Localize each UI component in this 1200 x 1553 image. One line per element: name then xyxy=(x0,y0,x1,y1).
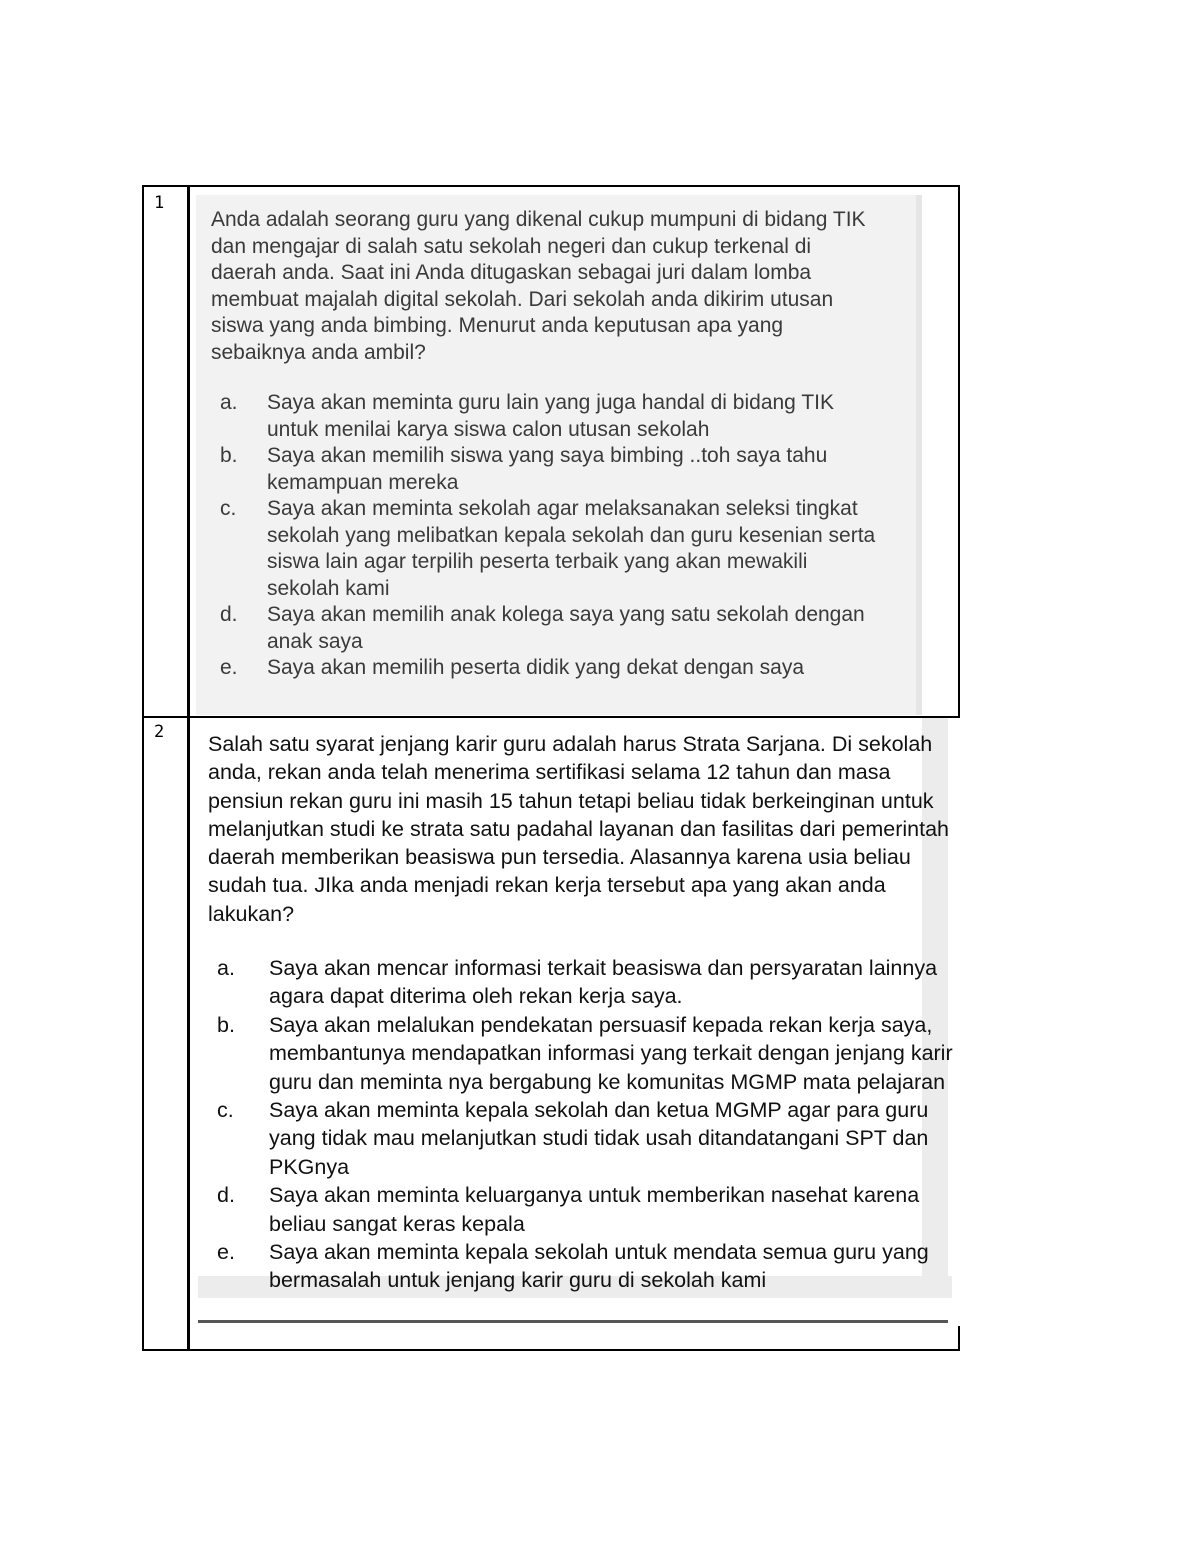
option-text: Saya akan meminta sekolah agar melaksanakan seleksi tingkat sekolah yang melibatkan kepala sekolah dan guru kesenian serta siswa lain agar terpilih peserta terbaik yang akan mewakili sekolah kami xyxy=(267,497,876,600)
answer-option-d xyxy=(217,1181,957,1238)
answer-option-b xyxy=(217,1011,957,1096)
question-number: 1 xyxy=(154,193,165,213)
question-stem: Salah satu syarat jenjang karir guru adalah harus Strata Sarjana. Di sekolah anda, rekan anda telah menerima sertifikasi selama 12 tahun dan masa pensiun rekan guru ini masih 15 tahun tetapi beliau tidak berkeinginan untuk melanjutkan studi ke strata satu padahal layanan dan fasilitas dari pemerintah daerah memberikan beasiswa pun tersedia. Alasannya karena usia beliau sudah tua. JIka anda menjadi rekan kerja tersebut apa yang akan anda lakukan? xyxy=(208,732,950,926)
option-letter: b. xyxy=(217,1012,235,1037)
question-1-image xyxy=(196,195,922,715)
question-2-image xyxy=(196,718,960,1326)
option-letter: d. xyxy=(217,1183,235,1208)
answer-option-e xyxy=(217,1238,957,1295)
answer-options xyxy=(220,390,880,682)
option-letter: c. xyxy=(220,497,237,520)
answer-option-c xyxy=(217,1096,957,1181)
option-text: Saya akan meminta kepala sekolah dan ketua MGMP agar para guru yang tidak mau melanjutkan studi tidak usah ditandatangani SPT dan PKGnya xyxy=(269,1098,929,1179)
option-text: Saya akan melalukan pendekatan persuasif kepada rekan kerja saya, membantunya mendapatkan informasi yang terkait dengan jenjang karir guru dan meminta nya bergabung ke komunitas MGMP mata pelajaran xyxy=(269,1012,953,1094)
image-bottom-rule xyxy=(198,1320,948,1323)
answer-option-a xyxy=(220,390,880,443)
option-text: Saya akan meminta kepala sekolah untuk mendata semua guru yang bermasalah untuk jenjang karir guru di sekolah kami xyxy=(269,1240,929,1293)
option-letter: d. xyxy=(220,603,238,626)
option-letter: a. xyxy=(220,391,238,414)
option-text: Saya akan meminta keluarganya untuk memberikan nasehat karena beliau sangat keras kepala xyxy=(269,1183,920,1236)
number-column-divider xyxy=(187,187,190,1349)
option-text: Saya akan meminta guru lain yang juga handal di bidang TIK untuk menilai karya siswa calon utusan sekolah xyxy=(267,391,834,441)
answer-options xyxy=(217,954,957,1295)
option-text: Saya akan memilih anak kolega saya yang satu sekolah dengan anak saya xyxy=(267,603,865,653)
option-letter: a. xyxy=(217,956,235,980)
question-stem: Anda adalah seorang guru yang dikenal cukup mumpuni di bidang TIK dan mengajar di salah satu sekolah negeri dan cukup terkenal di daerah anda. Saat ini Anda ditugaskan sebagai juri dalam lomba membuat majalah digital sekolah. Dari sekolah anda dikirim utusan siswa yang anda bimbing. Menurut anda keputusan apa yang sebaiknya anda ambil? xyxy=(211,208,866,364)
answer-option-d xyxy=(220,602,880,655)
answer-option-b xyxy=(220,443,880,496)
option-letter: c. xyxy=(217,1098,234,1123)
option-text: Saya akan mencar informasi terkait beasiswa dan persyaratan lainnya agara dapat diterima oleh rekan kerja saya. xyxy=(269,956,938,1009)
option-letter: e. xyxy=(220,656,238,679)
answer-option-e xyxy=(220,655,880,682)
option-text: Saya akan memilih peserta didik yang dekat dengan saya xyxy=(267,656,804,679)
option-letter: b. xyxy=(220,444,238,467)
option-letter: e. xyxy=(217,1240,235,1265)
question-table xyxy=(142,185,960,1351)
question-number: 2 xyxy=(154,722,165,742)
answer-option-c xyxy=(220,496,880,602)
option-text: Saya akan memilih siswa yang saya bimbing ..toh saya tahu kemampuan mereka xyxy=(267,444,828,494)
answer-option-a xyxy=(217,954,957,1011)
